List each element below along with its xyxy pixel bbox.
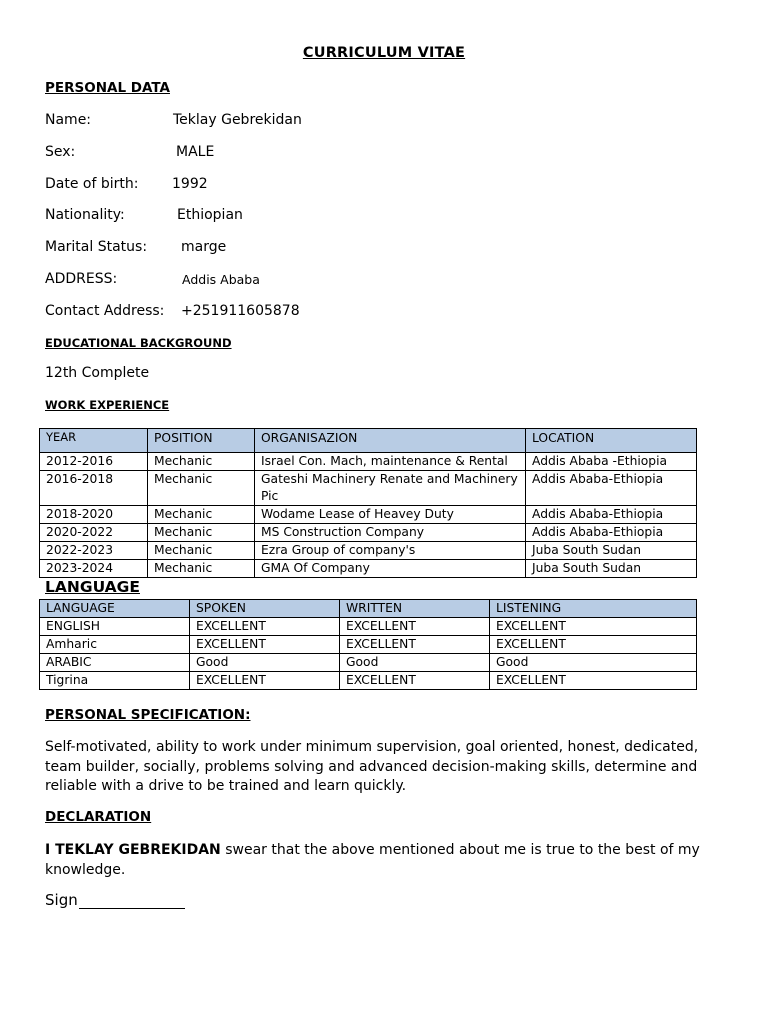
cell-position: Mechanic	[148, 560, 255, 578]
cell-organisation: Israel Con. Mach, maintenance & Rental	[255, 453, 526, 471]
table-row	[40, 542, 697, 560]
cell-year: 2018-2020	[40, 506, 148, 524]
contact-value: +251911605878	[181, 303, 300, 319]
cell-position: Mechanic	[148, 471, 255, 506]
col-position: POSITION	[148, 429, 255, 453]
table-row	[40, 560, 697, 578]
table-row	[40, 618, 697, 636]
name-value: Teklay Gebrekidan	[173, 112, 302, 128]
cell-language: ENGLISH	[40, 618, 190, 636]
sign-label: Sign	[45, 891, 78, 909]
table-row	[40, 524, 697, 542]
declaration-heading: DECLARATION	[45, 809, 152, 825]
cell-position: Mechanic	[148, 506, 255, 524]
cell-organisation: Wodame Lease of Heavey Duty	[255, 506, 526, 524]
address-value: Addis Ababa	[182, 272, 260, 287]
personal-specification-heading: PERSONAL SPECIFICATION:	[45, 707, 251, 723]
cell-position: Mechanic	[148, 453, 255, 471]
cell-language: Amharic	[40, 636, 190, 654]
nationality-label: Nationality:	[45, 207, 125, 223]
table-row	[40, 672, 697, 690]
col-written: WRITTEN	[340, 600, 490, 618]
table-row	[40, 636, 697, 654]
cell-year: 2020-2022	[40, 524, 148, 542]
marital-value: marge	[181, 239, 227, 255]
cell-organisation: GMA Of Company	[255, 560, 526, 578]
dob-value: 1992	[172, 176, 208, 192]
cell-language: ARABIC	[40, 654, 190, 672]
cell-written: EXCELLENT	[340, 672, 490, 690]
marital-label: Marital Status:	[45, 239, 148, 255]
declaration-statement: swear that the above mentioned about me is true to the best of my knowledge.	[45, 842, 700, 878]
cell-position: Mechanic	[148, 524, 255, 542]
cell-organisation: MS Construction Company	[255, 524, 526, 542]
cell-year: 2023-2024	[40, 560, 148, 578]
nationality-value: Ethiopian	[177, 207, 243, 223]
cell-language: Tigrina	[40, 672, 190, 690]
cell-year: 2016-2018	[40, 471, 148, 506]
cell-location: Juba South Sudan	[526, 542, 697, 560]
education-heading: EDUCATIONAL BACKGROUND	[45, 336, 232, 350]
education-text: 12th Complete	[45, 365, 150, 381]
signature-line	[79, 893, 185, 909]
declaration-text	[45, 841, 705, 880]
cell-listening: EXCELLENT	[490, 636, 697, 654]
cell-spoken: EXCELLENT	[190, 672, 340, 690]
cell-location: Addis Ababa -Ethiopia	[526, 453, 697, 471]
col-language: LANGUAGE	[40, 600, 190, 618]
sex-value: MALE	[176, 144, 215, 160]
cell-organisation: Gateshi Machinery Renate and Machinery Pic	[255, 471, 526, 506]
address-label: ADDRESS:	[45, 271, 118, 287]
table-row	[40, 471, 697, 506]
col-spoken: SPOKEN	[190, 600, 340, 618]
document-title: CURRICULUM VITAE	[302, 45, 466, 61]
col-location: LOCATION	[526, 429, 697, 453]
cell-location: Addis Ababa-Ethiopia	[526, 524, 697, 542]
cell-spoken: EXCELLENT	[190, 618, 340, 636]
work-experience-table	[39, 428, 697, 578]
cell-written: EXCELLENT	[340, 618, 490, 636]
cell-listening: EXCELLENT	[490, 618, 697, 636]
work-experience-heading: WORK EXPERIENCE	[45, 398, 170, 412]
language-heading: LANGUAGE	[45, 578, 140, 596]
sex-label: Sex:	[45, 144, 76, 160]
language-table	[39, 599, 697, 690]
table-header-row	[40, 429, 697, 453]
cell-location: Addis Ababa-Ethiopia	[526, 506, 697, 524]
col-organisation: ORGANISAZION	[255, 429, 526, 453]
personal-specification-text: Self-motivated, ability to work under minimum supervision, goal oriented, honest, dedicated, team builder, socially, problems solving and advanced decision-making skills, determine and reliable with a drive to be trained and learn quickly.	[45, 739, 699, 794]
cell-location: Juba South Sudan	[526, 560, 697, 578]
name-label: Name:	[45, 112, 92, 128]
cell-year: 2022-2023	[40, 542, 148, 560]
dob-label: Date of birth:	[45, 176, 139, 192]
table-header-row	[40, 600, 697, 618]
declarant-name: I TEKLAY GEBREKIDAN	[45, 842, 221, 858]
cell-listening: Good	[490, 654, 697, 672]
table-row	[40, 654, 697, 672]
col-year: YEAR	[40, 429, 148, 453]
contact-label: Contact Address:	[45, 303, 165, 319]
cell-written: Good	[340, 654, 490, 672]
personal-data-heading: PERSONAL DATA	[45, 80, 170, 96]
cell-position: Mechanic	[148, 542, 255, 560]
cell-listening: EXCELLENT	[490, 672, 697, 690]
cell-organisation: Ezra Group of company's	[255, 542, 526, 560]
cell-year: 2012-2016	[40, 453, 148, 471]
cell-location: Addis Ababa-Ethiopia	[526, 471, 697, 506]
signature-field	[45, 891, 185, 909]
cell-written: EXCELLENT	[340, 636, 490, 654]
cell-spoken: Good	[190, 654, 340, 672]
cell-spoken: EXCELLENT	[190, 636, 340, 654]
table-row	[40, 453, 697, 471]
col-listening: LISTENING	[490, 600, 697, 618]
table-row	[40, 506, 697, 524]
